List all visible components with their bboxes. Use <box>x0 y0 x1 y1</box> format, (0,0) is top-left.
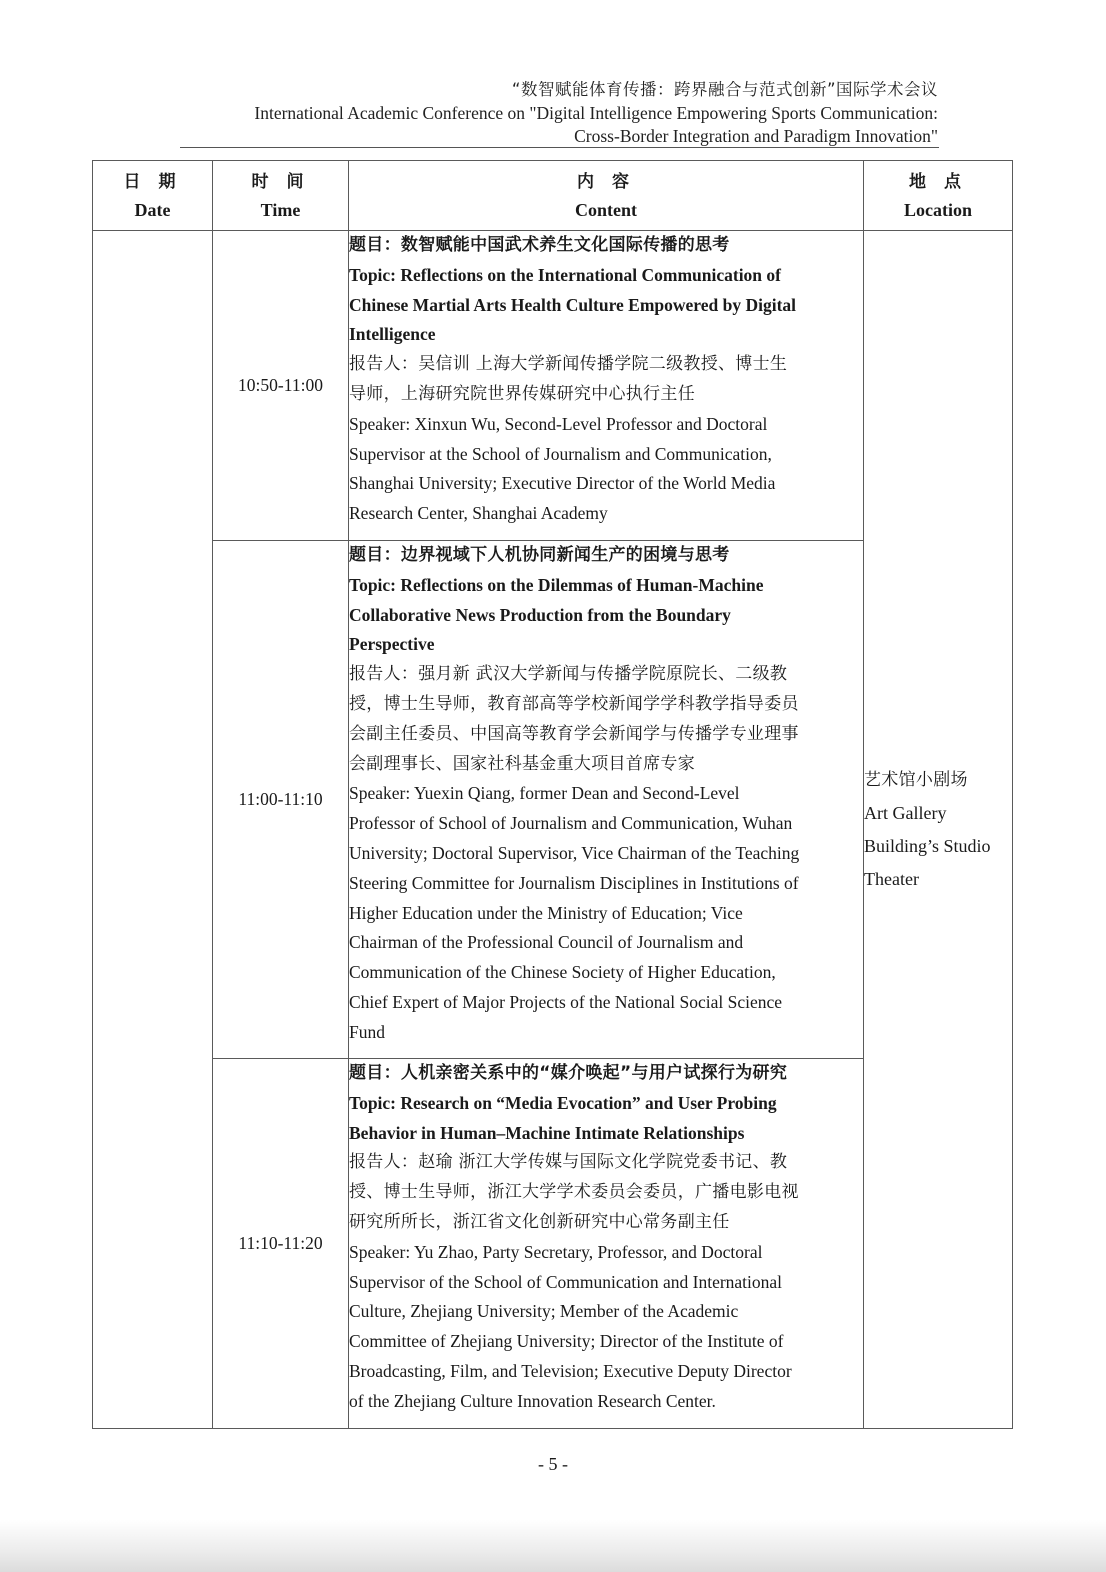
column-header-date: 日 期 Date <box>93 161 213 231</box>
topic-en: Topic: Reflections on the International Communication of <box>349 264 781 285</box>
speaker-cn: 报告人：强月新 武汉大学新闻与传播学院原院长、二级教 <box>349 664 788 685</box>
location-en: Theater <box>864 868 919 889</box>
speaker-en: Chief Expert of Major Projects of the National Social Science <box>349 991 782 1012</box>
topic-cn: 题目：人机亲密关系中的“媒介唤起”与用户试探行为研究 <box>349 1063 788 1083</box>
speaker-cn: 授、博士生导师，浙江大学学术委员会委员，广播电影电视 <box>349 1182 799 1203</box>
speaker-cn: 研究所所长，浙江省文化创新研究中心常务副主任 <box>349 1211 730 1232</box>
table-row <box>93 231 1013 541</box>
speaker-en: Speaker: Xinxun Wu, Second-Level Professor and Doctoral <box>349 413 768 434</box>
topic-en: Topic: Research on “Media Evocation” and User Probing <box>349 1092 777 1113</box>
speaker-en: Committee of Zhejiang University; Director of the Institute of <box>349 1331 784 1352</box>
topic-en: Perspective <box>349 634 435 655</box>
speaker-cn: 授，博士生导师，教育部高等学校新闻学学科教学指导委员 <box>349 693 799 714</box>
speaker-en: Higher Education under the Ministry of Education; Vice <box>349 902 743 923</box>
column-header-content: 内 容 Content <box>349 161 864 231</box>
content-cell <box>349 1059 864 1429</box>
header-divider <box>180 147 939 148</box>
speaker-en: Supervisor at the School of Journalism and Communication, <box>349 443 772 464</box>
topic-en: Behavior in Human–Machine Intimate Relationships <box>349 1122 745 1143</box>
content-cell <box>349 541 864 1059</box>
speaker-en: Broadcasting, Film, and Television; Executive Deputy Director <box>349 1360 792 1381</box>
column-header-time: 时 间 Time <box>213 161 349 231</box>
speaker-en: Steering Committee for Journalism Disciplines in Institutions of <box>349 872 799 893</box>
speaker-en: Research Center, Shanghai Academy <box>349 503 608 524</box>
speaker-cn: 会副主任委员、中国高等教育学会新闻学与传播学专业理事 <box>349 723 799 744</box>
speaker-en: Fund <box>349 1021 385 1042</box>
time-cell: 11:00-11:10 <box>213 541 349 1059</box>
speaker-en: Culture, Zhejiang University; Member of the Academic <box>349 1301 739 1322</box>
speaker-cn: 导师，上海研究院世界传媒研究中心执行主任 <box>349 383 695 404</box>
document-header <box>170 78 938 148</box>
location-cn: 艺术馆小剧场 <box>864 769 968 790</box>
location-en: Art Gallery <box>864 802 947 823</box>
speaker-en: Professor of School of Journalism and Communication, Wuhan <box>349 813 793 834</box>
speaker-en: Speaker: Yuexin Qiang, former Dean and Second-Level <box>349 783 740 804</box>
speaker-en: Chairman of the Professional Council of Journalism and <box>349 932 744 953</box>
topic-cn: 题目：数智赋能中国武术养生文化国际传播的思考 <box>349 235 730 255</box>
topic-cn: 题目：边界视域下人机协同新闻生产的困境与思考 <box>349 545 730 565</box>
speaker-cn: 会副理事长、国家社科基金重大项目首席专家 <box>349 753 695 774</box>
conference-title-en-line2: Cross-Border Integration and Paradigm Innovation" <box>574 126 938 146</box>
speaker-en: of the Zhejiang Culture Innovation Research Center. <box>349 1390 716 1411</box>
page-bottom-shadow <box>0 1520 1106 1572</box>
conference-title-en-line1: International Academic Conference on "Digital Intelligence Empowering Sports Communication: <box>254 103 938 123</box>
column-header-location: 地 点 Location <box>864 161 1013 231</box>
time-cell: 10:50-11:00 <box>213 231 349 541</box>
topic-en: Chinese Martial Arts Health Culture Empowered by Digital <box>349 294 797 315</box>
speaker-en: University; Doctoral Supervisor, Vice Chairman of the Teaching <box>349 842 800 863</box>
speaker-en: Speaker: Yu Zhao, Party Secretary, Professor, and Doctoral <box>349 1241 763 1262</box>
page-number: - 5 - <box>538 1454 568 1474</box>
location-cell <box>864 231 1013 1429</box>
table-header-row <box>93 161 1013 231</box>
schedule-table <box>92 160 1013 1429</box>
speaker-en: Shanghai University; Executive Director of the World Media <box>349 473 776 494</box>
speaker-en: Supervisor of the School of Communication and International <box>349 1271 783 1292</box>
topic-en: Collaborative News Production from the Boundary <box>349 604 731 625</box>
location-en: Building’s Studio <box>864 835 991 856</box>
time-cell: 11:10-11:20 <box>213 1059 349 1429</box>
content-cell <box>349 231 864 541</box>
date-cell <box>93 231 213 1429</box>
topic-en: Topic: Reflections on the Dilemmas of Human-Machine <box>349 574 764 595</box>
topic-en: Intelligence <box>349 324 436 345</box>
speaker-cn: 报告人：赵瑜 浙江大学传媒与国际文化学院党委书记、教 <box>349 1152 788 1173</box>
conference-title-cn: “数智赋能体育传播：跨界融合与范式创新”国际学术会议 <box>511 80 938 99</box>
speaker-en: Communication of the Chinese Society of Higher Education, <box>349 962 776 983</box>
speaker-cn: 报告人：吴信训 上海大学新闻传播学院二级教授、博士生 <box>349 354 788 375</box>
